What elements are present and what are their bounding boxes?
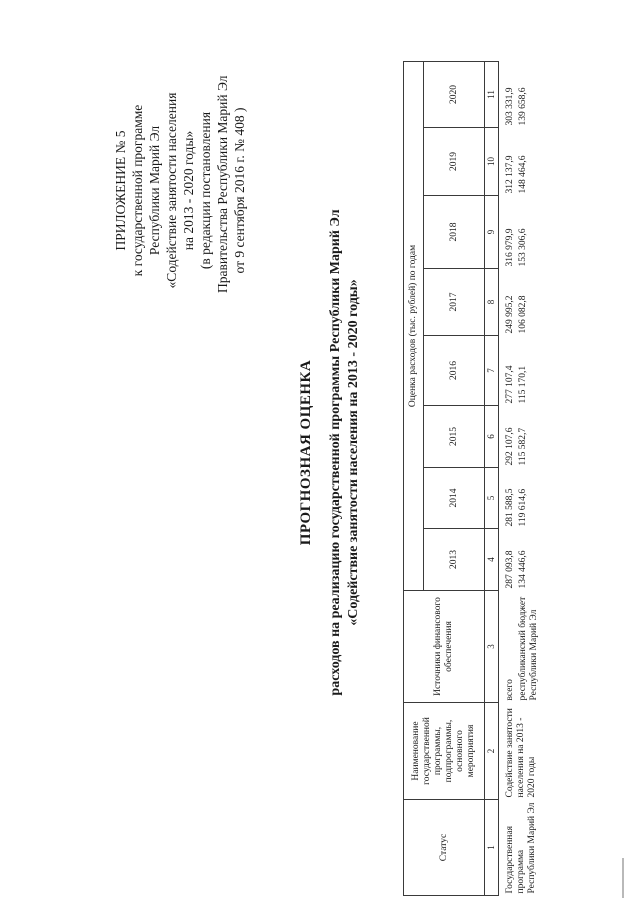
header-year: 2014 — [424, 468, 485, 529]
cell-value: 115 582,7 — [518, 427, 528, 466]
column-index: 4 — [485, 529, 499, 591]
appendix-line: на 2013 - 2020 годы» — [181, 130, 196, 251]
cell-value: 139 658,6 — [518, 87, 528, 126]
cell-value: 312 137,9 — [505, 155, 515, 194]
column-index: 9 — [485, 196, 499, 269]
column-index: 3 — [485, 591, 499, 703]
header-year: 2017 — [424, 269, 485, 336]
cell-value: 119 614,6 — [518, 488, 528, 527]
appendix-line: Республики Марий Эл — [147, 125, 162, 256]
column-index: 1 — [485, 800, 499, 896]
cell-value: 287 093,8 — [505, 550, 515, 589]
cell-source: всего — [505, 679, 515, 701]
column-index: 5 — [485, 468, 499, 529]
header-source: Источники финансового обеспечения — [404, 591, 485, 703]
appendix-line: «Содействие занятости населения — [164, 92, 179, 289]
column-index: 7 — [485, 336, 499, 406]
cell-value: 292 107,6 — [505, 427, 515, 466]
cell-source: республиканский бюджет Республики Марий Эл — [518, 596, 539, 701]
header-estimate: Оценка расходов (тыс. рублей) по годам — [404, 61, 424, 590]
column-index: 11 — [485, 61, 499, 127]
cell-value: 316 979,9 — [505, 228, 515, 267]
cell-value: 115 170,1 — [518, 365, 528, 404]
cell-value: 106 082,8 — [518, 295, 528, 334]
column-index: 6 — [485, 406, 499, 468]
header-year: 2016 — [424, 336, 485, 406]
cell-value: 277 107,4 — [505, 365, 515, 404]
cell-status: Государственная программа Республики Марий Эл — [505, 802, 537, 894]
document-title: ПРОГНОЗНАЯ ОЦЕНКА — [298, 359, 314, 546]
appendix-line: (в редакции постановления — [198, 111, 213, 270]
cell-value: 303 331,9 — [505, 87, 515, 126]
table-row — [499, 61, 518, 895]
cell-value: 148 464,6 — [518, 155, 528, 194]
cell-value: 281 588,5 — [505, 488, 515, 527]
cell-value: 249 995,2 — [505, 295, 515, 334]
column-index: 2 — [485, 703, 499, 800]
header-year: 2020 — [424, 61, 485, 127]
column-index: 8 — [485, 269, 499, 336]
appendix-line: Правительства Республики Марий Эл — [215, 75, 230, 293]
appendix-line: ПРИЛОЖЕНИЕ № 5 — [113, 130, 128, 251]
document-subtitle: расходов на реализацию государственной программы Республики Марий Эл — [328, 209, 343, 696]
header-name: Наименование государственной программы, подпрограммы, основного мероприятия — [404, 703, 485, 800]
header-year: 2013 — [424, 529, 485, 591]
column-index: 10 — [485, 128, 499, 196]
header-year: 2018 — [424, 196, 485, 269]
header-status: Статус — [404, 800, 485, 896]
header-year: 2015 — [424, 406, 485, 468]
expenditure-table — [403, 61, 541, 896]
header-year: 2019 — [424, 128, 485, 196]
cell-value: 134 446,6 — [518, 550, 528, 589]
program-name: «Содействие занятости населения на 2013 - 2020 годы» — [346, 279, 361, 626]
appendix-line: к государственной программе — [130, 104, 145, 277]
cell-value: 153 306,6 — [518, 228, 528, 267]
cell-name: Содействие занятости населения на 2013 - 2020 годы — [505, 708, 537, 798]
appendix-block — [112, 75, 248, 293]
appendix-line: от 9 сентября 2016 г. № 408 ) — [232, 107, 247, 274]
